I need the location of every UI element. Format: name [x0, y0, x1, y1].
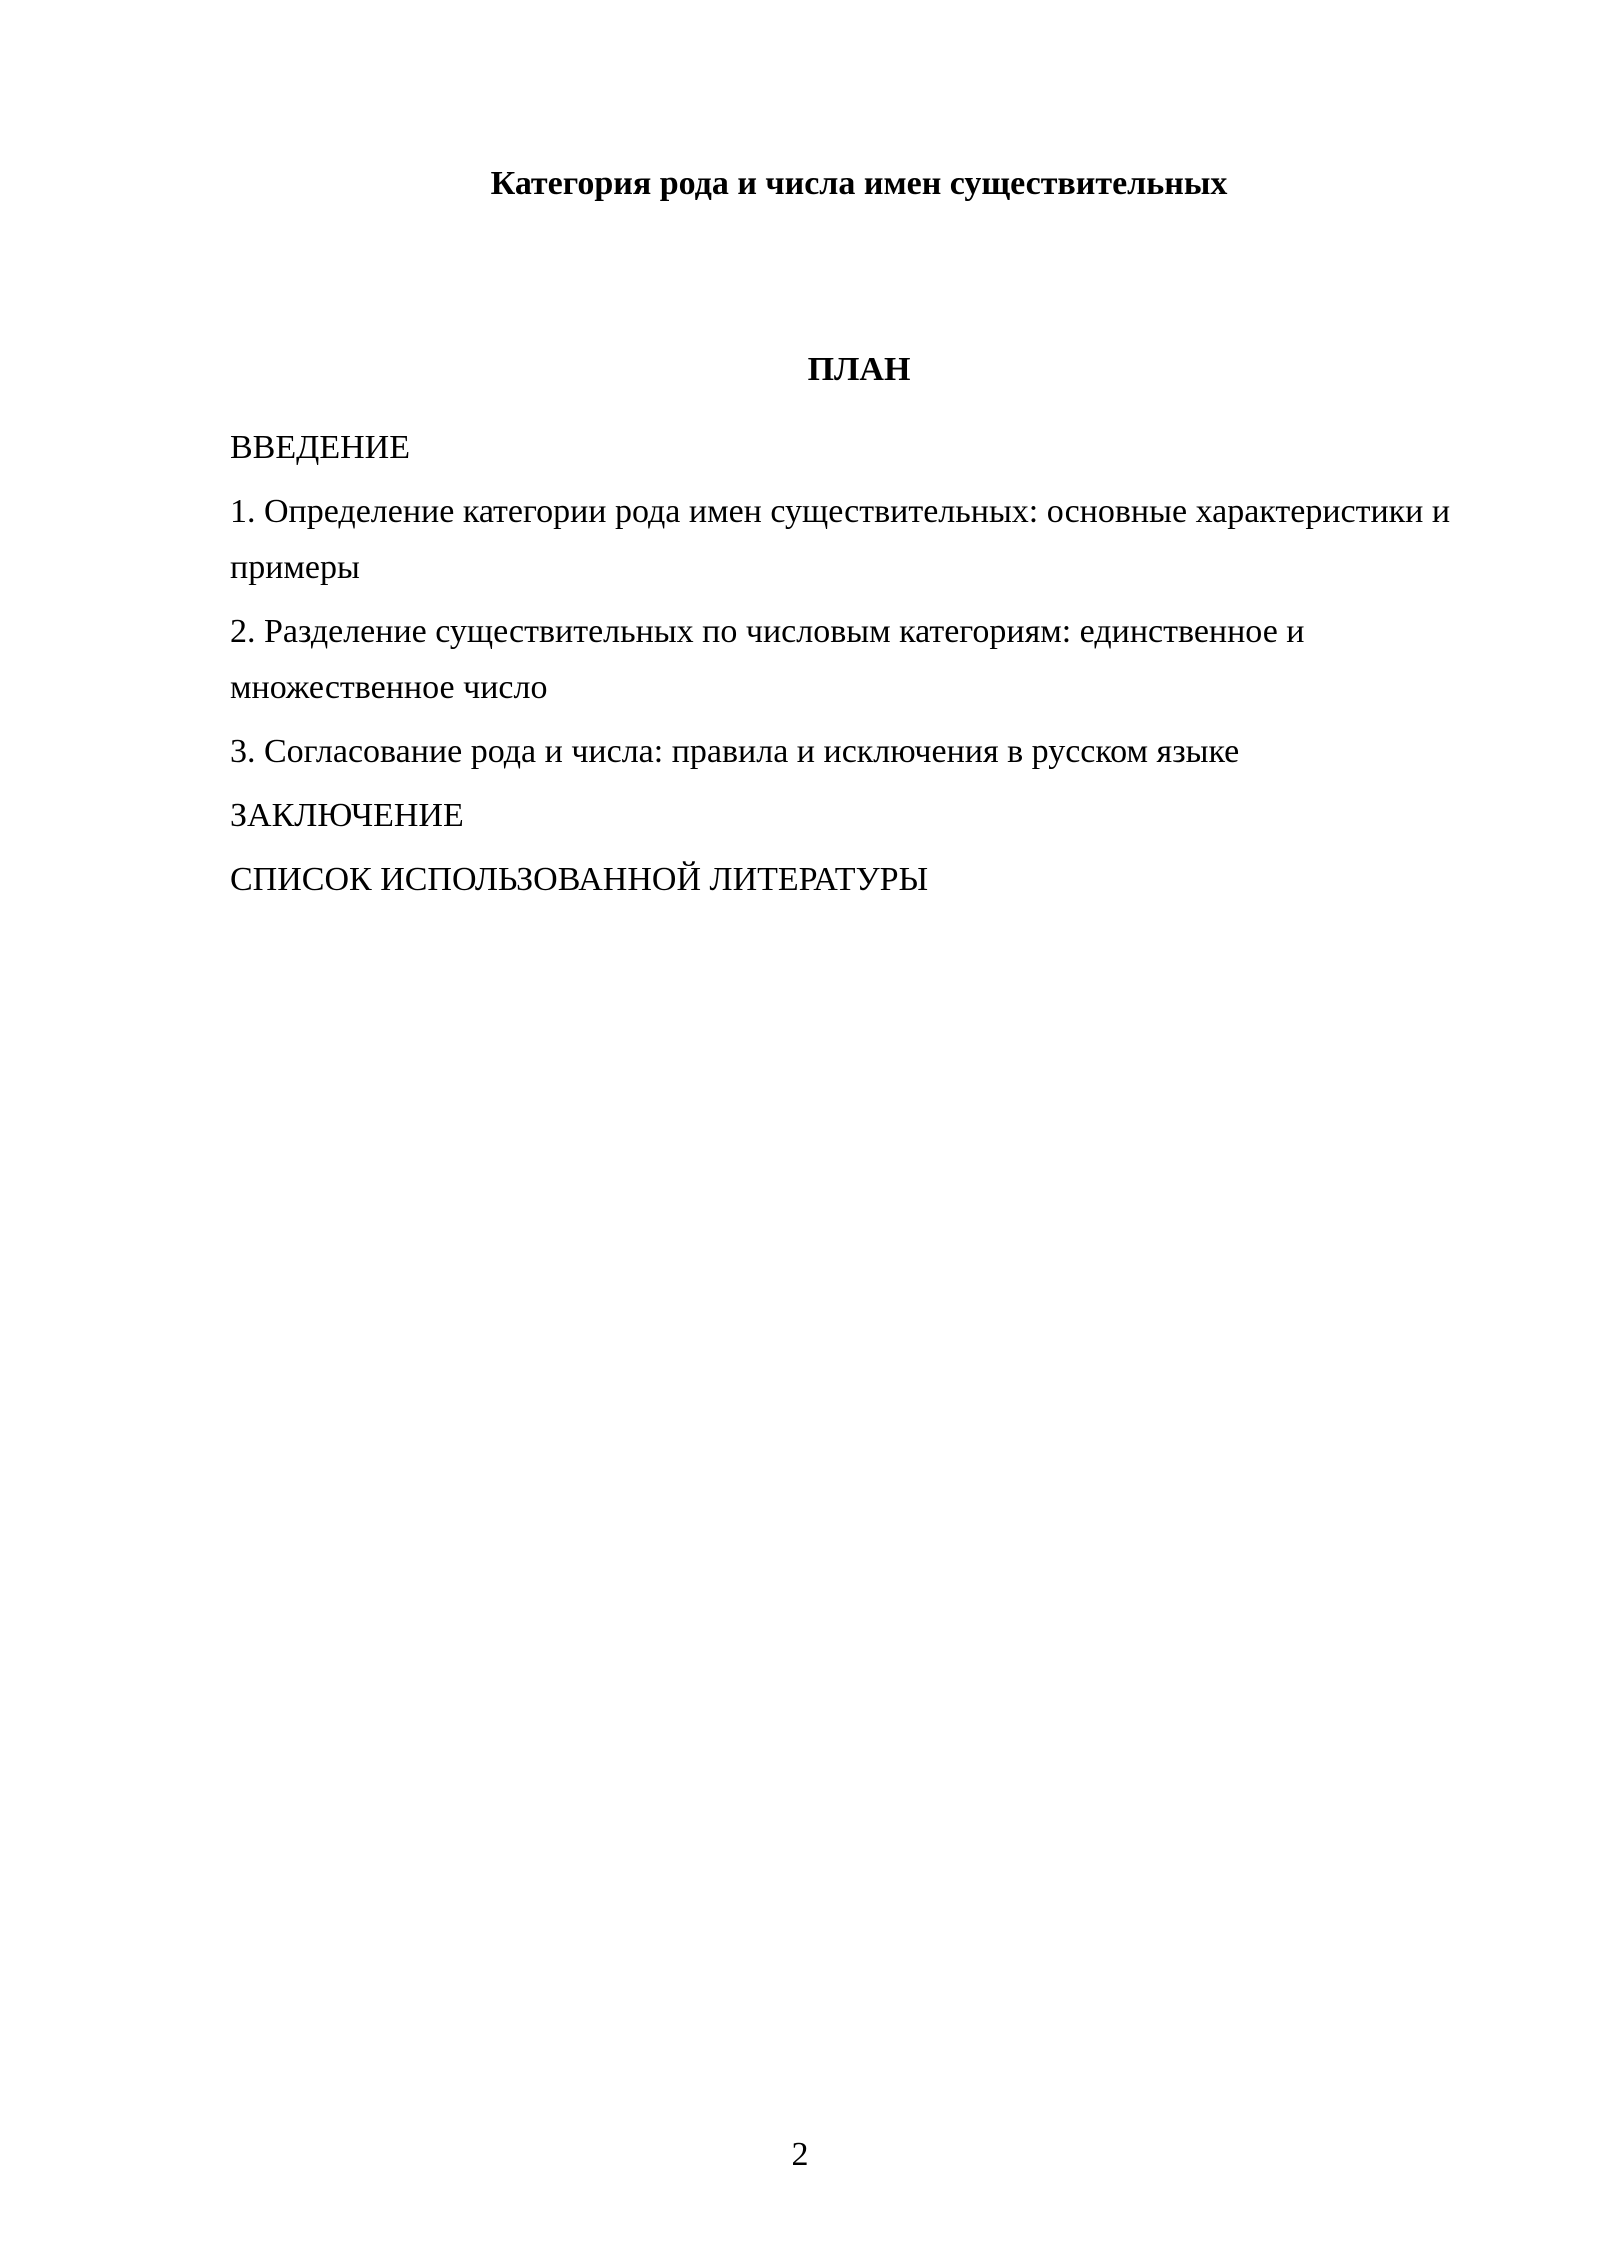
plan-list — [230, 420, 1488, 916]
plan-item-1: 1. Определение категории рода имен существительных: основные характеристики и примеры — [230, 493, 1451, 586]
plan-heading: ПЛАН — [807, 351, 911, 388]
plan-item-2: 2. Разделение существительных по числовым категориям: единственное и множественное число — [230, 613, 1305, 706]
page-number: 2 — [791, 2136, 809, 2173]
plan-item-references: СПИСОК ИСПОЛЬЗОВАННОЙ ЛИТЕРАТУРЫ — [230, 861, 929, 898]
plan-item-conclusion: ЗАКЛЮЧЕНИЕ — [230, 797, 464, 834]
document-title: Категория рода и числа имен существительных — [490, 165, 1228, 202]
plan-item-3: 3. Согласование рода и числа: правила и исключения в русском языке — [230, 733, 1240, 770]
plan-item-introduction: ВВЕДЕНИЕ — [230, 429, 410, 466]
